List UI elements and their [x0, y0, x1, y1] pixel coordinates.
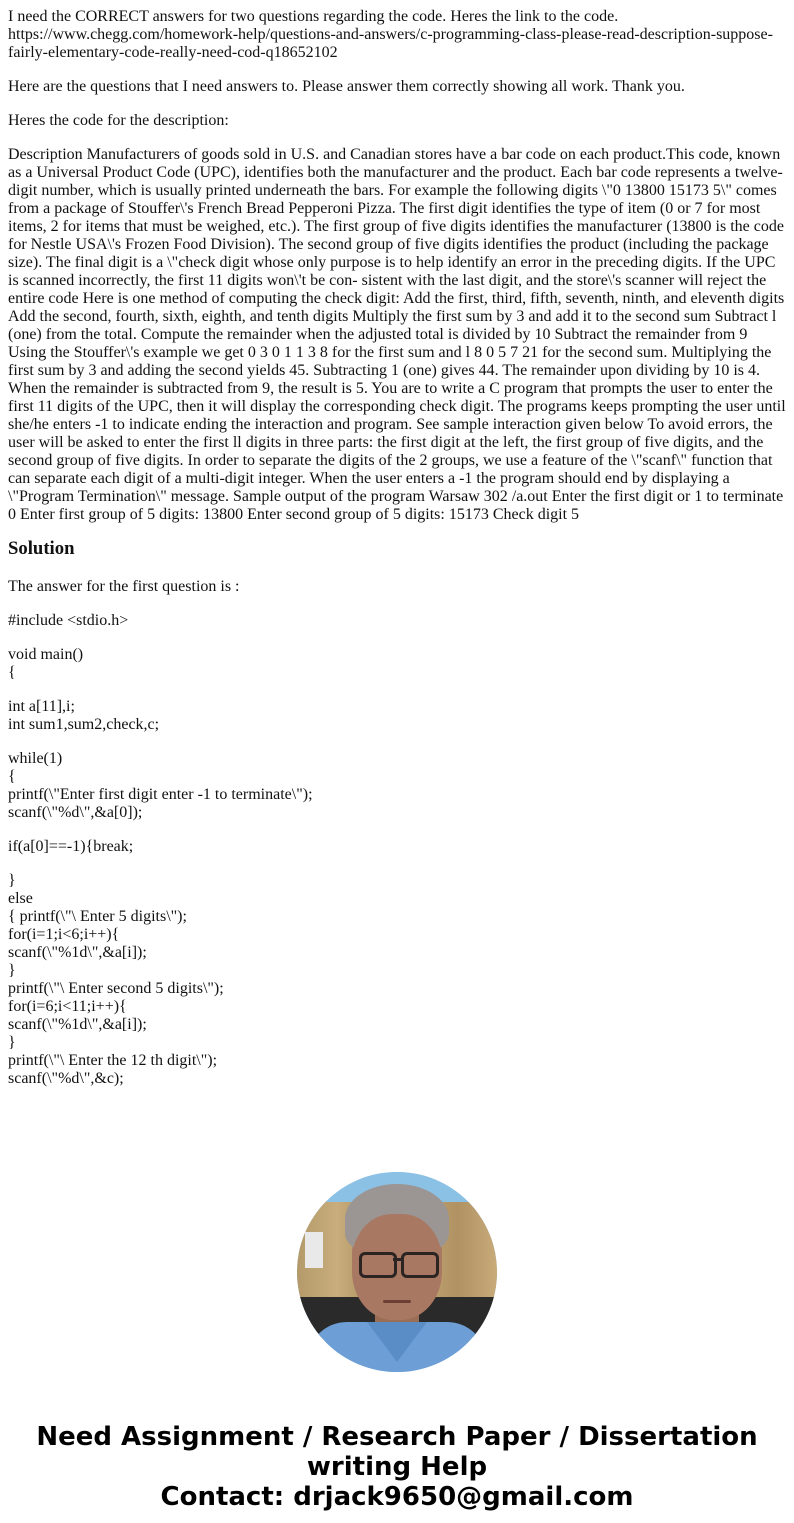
- solution-section: [8, 538, 786, 1088]
- code-line: else: [8, 890, 33, 907]
- promo-line-1: Need Assignment / Research Paper / Dissertation: [36, 1422, 758, 1452]
- code-line: }: [8, 962, 16, 979]
- intro-paragraph-request: Here are the questions that I need answers to. Please answer them correctly showing all work. Thank you.: [8, 78, 685, 95]
- promo-banner: [0, 1422, 794, 1512]
- code-line: {: [8, 768, 16, 785]
- code-line: #include <stdio.h>: [8, 612, 129, 629]
- code-line: printf(\"Enter first digit enter -1 to terminate\");: [8, 786, 313, 803]
- code-line: if(a[0]==-1){break;: [8, 838, 134, 855]
- solution-heading: Solution: [8, 538, 75, 559]
- code-line: scanf(\"%d\",&a[0]);: [8, 804, 143, 821]
- intro-paragraph-code-label: Heres the code for the description:: [8, 112, 229, 129]
- code-paragraph: [8, 698, 786, 734]
- code-line: int sum1,sum2,check,c;: [8, 716, 160, 733]
- question-intro: [8, 8, 786, 130]
- code-line: void main(): [8, 646, 84, 663]
- code-line: { printf(\"\ Enter 5 digits\");: [8, 908, 187, 925]
- code-line: }: [8, 1034, 16, 1051]
- code-line: printf(\"\ Enter second 5 digits\");: [8, 980, 224, 997]
- code-line: int a[11],i;: [8, 698, 75, 715]
- code-line: scanf(\"%d\",&c);: [8, 1070, 124, 1087]
- code-line: {: [8, 664, 16, 681]
- code-line: }: [8, 872, 16, 889]
- solution-intro: The answer for the first question is :: [8, 578, 240, 595]
- code-line: printf(\"\ Enter the 12 th digit\");: [8, 1052, 218, 1069]
- author-photo-container: [0, 1172, 794, 1372]
- code-line: scanf(\"%1d\",&a[i]);: [8, 1016, 147, 1033]
- code-line: while(1): [8, 750, 63, 767]
- promo-contact-email: Contact: drjack9650@gmail.com: [160, 1482, 634, 1512]
- code-paragraph: [8, 872, 786, 1088]
- person-photo-icon: [297, 1172, 497, 1372]
- code-paragraph: [8, 750, 786, 822]
- code-line: for(i=1;i<6;i++){: [8, 926, 120, 943]
- code-line: scanf(\"%1d\",&a[i]);: [8, 944, 147, 961]
- intro-paragraph-link: I need the CORRECT answers for two questions regarding the code. Heres the link to the code. https://www.chegg.com/homework-help/questions-and-answers/c-programming-class-please-read-description-suppose-fairly-elementary-code-really-need-cod-q18652102: [8, 8, 773, 61]
- solution-code: [8, 612, 786, 1088]
- code-paragraph: [8, 838, 786, 856]
- code-paragraph: [8, 646, 786, 682]
- code-line: for(i=6;i<11;i++){: [8, 998, 127, 1015]
- problem-description: Description Manufacturers of goods sold in U.S. and Canadian stores have a bar code on each product.This code, known as a Universal Product Code (UPC), identifies both the manufacturer and the product. Each bar code represents a twelve-digit number, which is usually printed underneath the bars. For example the following digits \"0 13800 15173 5\" comes from a package of Stouffer\'s French Bread Pepperoni Pizza. The first digit identifies the type of item (0 or 7 for most items, 2 for items that must be weighed, etc.). The first group of five digits identifies the manufacturer (13800 is the code for Nestle USA\'s Frozen Food Division). The second group of five digits identifies the product (including the package size). The final digit is a \"check digit whose only purpose is to help identify an error in the preceding digits. If the UPC is scanned incorrectly, the first 11 digits won\'t be con- sistent with the last digit, and the store\'s scanner will reject the entire code Here is one method of computing the check digit: Add the first, third, fifth, seventh, ninth, and eleventh digits Add the second, fourth, sixth, eighth, and tenth digits Multiply the first sum by 3 and add it to the second sum Subtract l (one) from the total. Compute the remainder when the adjusted total is divided by 10 Subtract the remainder from 9 Using the Stouffer\'s example we get 0 3 0 1 1 3 8 for the first sum and l 8 0 5 7 21 for the second sum. Multiplying the first sum by 3 and adding the second yields 45. Subtracting 1 (one) gives 44. The remainder upon dividing by 10 is 4. When the remainder is subtracted from 9, the result is 5. You are to write a C program that prompts the user to enter the first 11 digits of the UPC, then it will display the corresponding check digit. The programs keeps prompting the user until she/he enters -1 to indicate ending the interaction and program. See sample interaction given below To avoid errors, the user will be asked to enter the first ll digits in three parts: the first digit at the left, the first group of five digits, and the second group of five digits. In order to separate the digits of the 2 groups, we use a feature of the \"scanf\" function that can separate each digit of a multi-digit integer. When the user enters a -1 the program should end by displaying a \"Program Termination\" message. Sample output of the program Warsaw 302 /a.out Enter the first digit or 1 to terminate 0 Enter first group of 5 digits: 13800 Enter second group of 5 digits: 15173 Check digit 5: [8, 146, 786, 523]
- promo-line-2: writing Help: [306, 1452, 488, 1482]
- code-paragraph: [8, 612, 786, 630]
